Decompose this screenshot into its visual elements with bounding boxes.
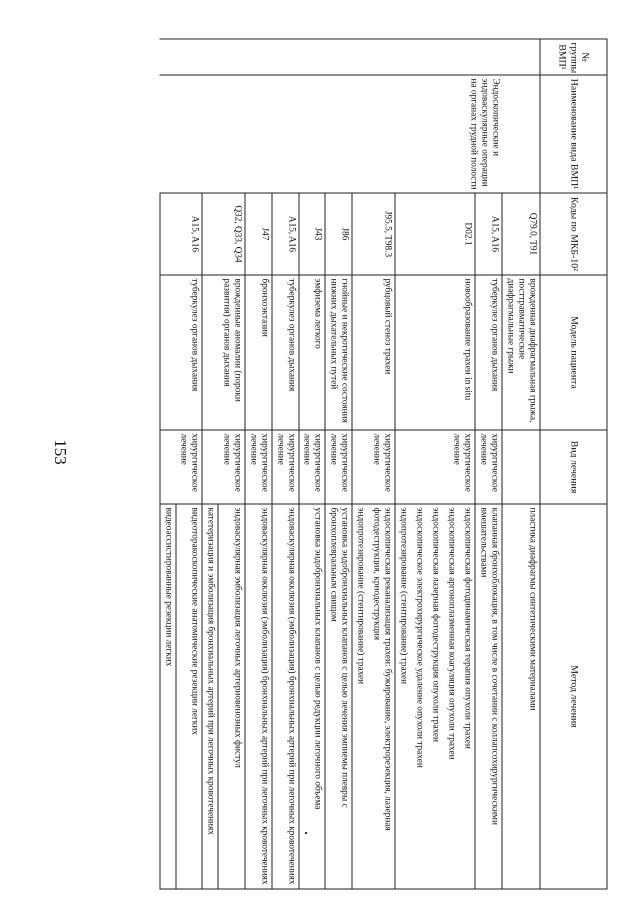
header-name: Наименование вида ВМП¹ [540, 75, 607, 193]
codes-cell: J86 [325, 193, 352, 275]
header-method: Метод лечения [540, 504, 607, 889]
codes-cell: A15, A16 [475, 193, 502, 275]
type-cell: хирургическое лечение [325, 430, 352, 504]
codes-cell: J43 [298, 193, 325, 275]
codes-cell: J47 [244, 193, 271, 275]
method-item: эндопротезирование (стентирование) трахеи [398, 507, 409, 684]
type-cell: хирургическое лечение [475, 430, 502, 504]
method-cell: видеоторакоскопические анатомические резекции легких [175, 504, 201, 889]
type-cell [502, 430, 540, 504]
codes-cell: A15, A16 [271, 193, 298, 275]
method-cell [395, 504, 475, 889]
rotated-table-wrapper [62, 38, 607, 888]
method-cell: установка эндобронхиальных клапанов с целью лечения эмпиемы плевры с бронхоплевральным свищом [325, 504, 352, 889]
method-item: эндоскопическая аргоноплазменная коагуляция опухоли трахеи [446, 507, 457, 760]
type-cell: хирургическое лечение [271, 430, 298, 504]
method-cell: пластика диафрагмы синтетическими материалами [502, 504, 540, 889]
type-cell [159, 430, 175, 504]
method-cell: эндоваскулярная эмболизация легочных артериовенозных фистул [218, 504, 244, 889]
vmp-table [159, 38, 607, 889]
table-row [475, 39, 502, 889]
group-cell [159, 39, 539, 75]
type-cell: хирургическое лечение [175, 430, 201, 504]
codes-cell: A15, A16 [175, 193, 201, 275]
header-type: Вид лечения [540, 430, 607, 504]
type-cell: хирургическое лечение [244, 430, 271, 504]
section-name: Эндоскопические и эндоваскулярные операции на органах грудной полости [467, 78, 500, 189]
method-cell: видеоассистированные резекции легких [159, 504, 175, 889]
type-cell: хирургическое лечение [352, 430, 395, 504]
codes-cell: Q32, Q33, Q34 [218, 193, 244, 275]
table-row [502, 39, 540, 889]
header-row [540, 39, 607, 889]
model-cell: новообразование трахеи in situ [395, 275, 475, 430]
model-cell: туберкулез органов дыхания [271, 275, 298, 430]
method-item: эндоскопическая реканализация трахеи: бужирование, электрорезекция, лазерная фотодеструкция, криодеструкция [371, 507, 393, 831]
model-cell: бронхоэктазии [244, 275, 271, 430]
type-cell: хирургическое лечение [218, 430, 244, 504]
model-cell: эмфизема легкого [298, 275, 325, 430]
model-cell [202, 275, 218, 430]
page-number: 153 [51, 439, 70, 465]
codes-cell: Q79.0, T91 [502, 193, 540, 275]
model-cell: врожденная диафрагмальная грыжа, посттравматические диафрагмальные грыжи [502, 275, 540, 430]
model-cell: гнойные и некротические состояния нижних дыхательных путей [325, 275, 352, 430]
model-cell: туберкулез органов дыхания [475, 275, 502, 430]
model-cell: рубцовый стеноз трахеи [352, 275, 395, 430]
method-cell: катетеризация и эмболизация бронхиальных артерий при легочных кровотечениях [202, 504, 218, 889]
method-cell: эндоваскулярная окклюзия (эмболизация) бронхиальных артерий при легочных кровотечениях [271, 504, 298, 889]
codes-cell: D02.1 [395, 193, 475, 275]
method-cell: клапанная бронхоблокация, в том числе в сочетании с коллапсохирургическими вмешательствами [475, 504, 502, 889]
header-group: № группы ВМП¹ [540, 39, 607, 75]
header-codes: Коды по МКБ-10² [540, 193, 607, 275]
method-item: эндоскопическое электрохирургическое удаление опухоли трахеи [414, 507, 425, 768]
method-cell: установка эндобронхиальных клапанов с целью редукции легочного объема [298, 504, 325, 889]
header-model: Модель пациента [540, 275, 607, 430]
method-item: эндоскопическая лазерная фотодеструкция опухоли трахеи [430, 507, 441, 742]
name-cell [502, 75, 540, 193]
method-cell [352, 504, 395, 889]
method-cell: эндоваскулярная окклюзия (эмболизация) бронхиальных артерий при легочных кровотечениях [244, 504, 271, 889]
model-cell [159, 275, 175, 430]
type-cell: хирургическое лечение [298, 430, 325, 504]
type-cell: хирургическое лечение [395, 430, 475, 504]
method-item: эндопротезирование (стентирование) трахеи [355, 507, 366, 684]
codes-cell [159, 193, 175, 275]
method-item: эндоскопическая фотодинамическая терапия опухоли трахеи [462, 507, 473, 749]
model-cell: врожденные аномалии (пороки развития) органов дыхания [218, 275, 244, 430]
type-cell [202, 430, 218, 504]
section-name-cell [159, 75, 501, 193]
codes-cell [202, 193, 218, 275]
codes-cell: J95.5, T98.3 [352, 193, 395, 275]
model-cell: туберкулез органов дыхания [175, 275, 201, 430]
